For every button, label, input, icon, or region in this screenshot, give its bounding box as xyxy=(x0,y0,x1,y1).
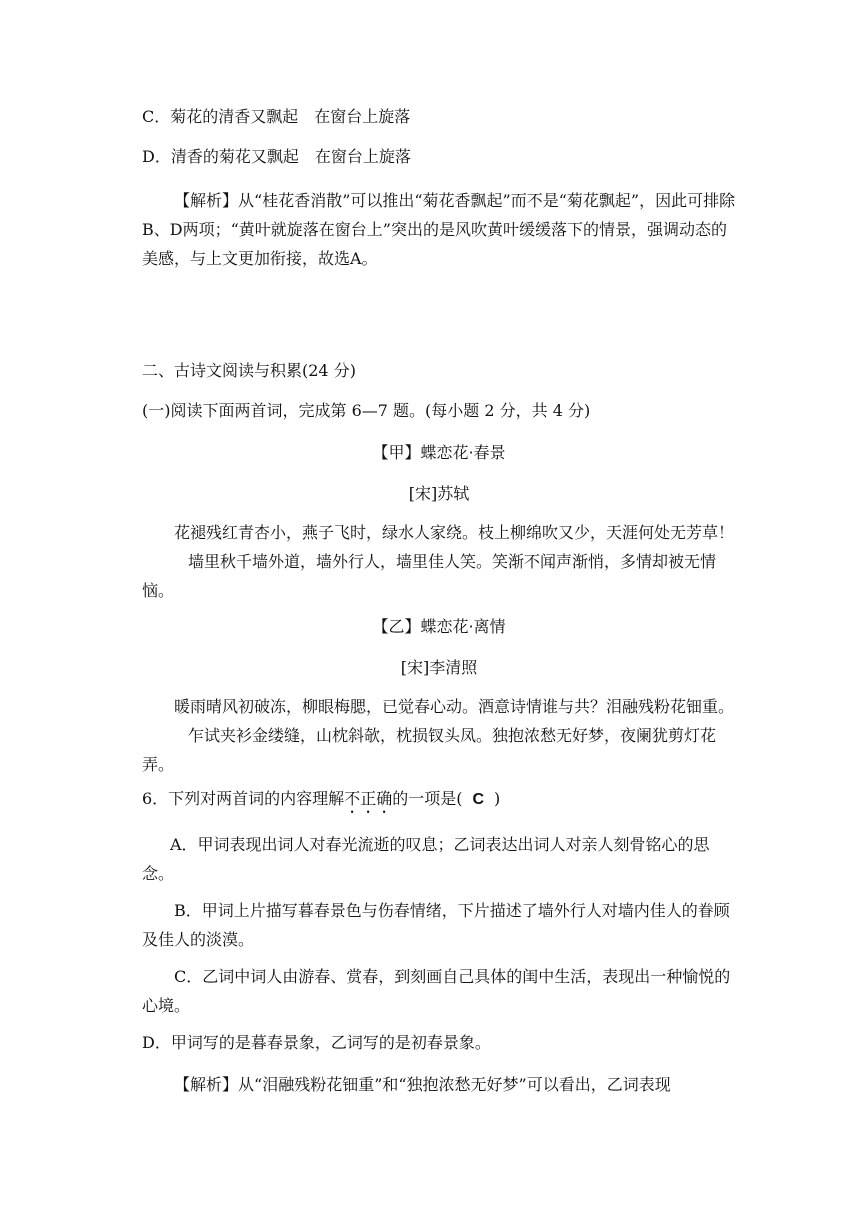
q6-option-b: B．甲词上片描写暮春景色与伤春情绪，下片描述了墙外行人对墙内佳人的眷顾及佳人的淡漠。 xyxy=(142,901,730,949)
q6-stem-after: 的一项是( xyxy=(392,789,463,808)
question-6-stem xyxy=(142,786,742,817)
poem-yi-author: [宋]李清照 xyxy=(400,658,478,677)
prev-option-c: C．菊花的清香又飘起 在窗台上旋落 xyxy=(142,107,411,126)
prev-option-d: D．清香的菊花又飘起 在窗台上旋落 xyxy=(142,147,411,166)
q6-stem-close: ) xyxy=(494,789,501,808)
poem-jia-part2: 墙里秋千墙外道，墙外行人，墙里佳人笑。笑渐不闻声渐悄，多情却被无情恼。 xyxy=(142,552,717,600)
analysis-text: 从“桂花香消散”可以推出“菊花香飘起”而不是“菊花飘起”，因此可排除B、D两项；“黄叶就旋落在窗台上”突出的是风吹黄叶缓缓落下的情景，强调动态的美感，与上文更加衔接，故选A。 xyxy=(142,191,736,268)
q6-option-c: C．乙词中词人由游春、赏春，到刻画自己具体的闺中生活，表现出一种愉悦的心境。 xyxy=(142,967,731,1015)
q6-analysis-text: 从“泪融残粉花钿重”和“独抱浓愁无好梦”可以看出，乙词表现 xyxy=(238,1075,671,1094)
q6-stem-before: 6．下列对两首词的内容理解 xyxy=(142,789,345,808)
poem-yi-title: 【乙】蝶恋花·离情 xyxy=(372,617,506,636)
q6-option-d: D．甲词写的是暮春景象，乙词写的是初春景象。 xyxy=(142,1033,491,1052)
poem-jia-author: [宋]苏轼 xyxy=(408,484,470,503)
poem-jia-title: 【甲】蝶恋花·春景 xyxy=(372,443,506,462)
analysis-tag: 【解析】 xyxy=(174,191,239,210)
poem-jia-part1: 花褪残红青杏小，燕子飞时，绿水人家绕。枝上柳绵吹又少，天涯何处无芳草！ xyxy=(174,523,735,542)
q6-analysis xyxy=(142,1070,736,1099)
q6-option-a: A．甲词表现出词人对春光流逝的叹息；乙词表达出词人对亲人刻骨铭心的思念。 xyxy=(142,835,710,883)
poem-yi-text xyxy=(142,692,736,779)
section-instruction: (一)阅读下面两首词，完成第 6—7 题。(每小题 2 分，共 4 分) xyxy=(142,401,591,420)
section-title: 二、古诗文阅读与积累(24 分) xyxy=(142,361,356,380)
poem-yi-part2: 乍试夹衫金缕缝，山枕斜欹，枕损钗头凤。独抱浓愁无好梦，夜阑犹剪灯花弄。 xyxy=(142,726,717,774)
q6-analysis-tag: 【解析】 xyxy=(174,1075,239,1094)
poem-yi-part1: 暖雨晴风初破冻，柳眼梅腮，已觉春心动。酒意诗情谁与共？泪融残粉花钿重。 xyxy=(174,697,735,716)
q6-stem-emphasis: 不正确 xyxy=(344,789,393,808)
q6-answer: C xyxy=(472,791,485,808)
prev-analysis xyxy=(142,186,736,273)
poem-jia-text xyxy=(142,518,736,605)
